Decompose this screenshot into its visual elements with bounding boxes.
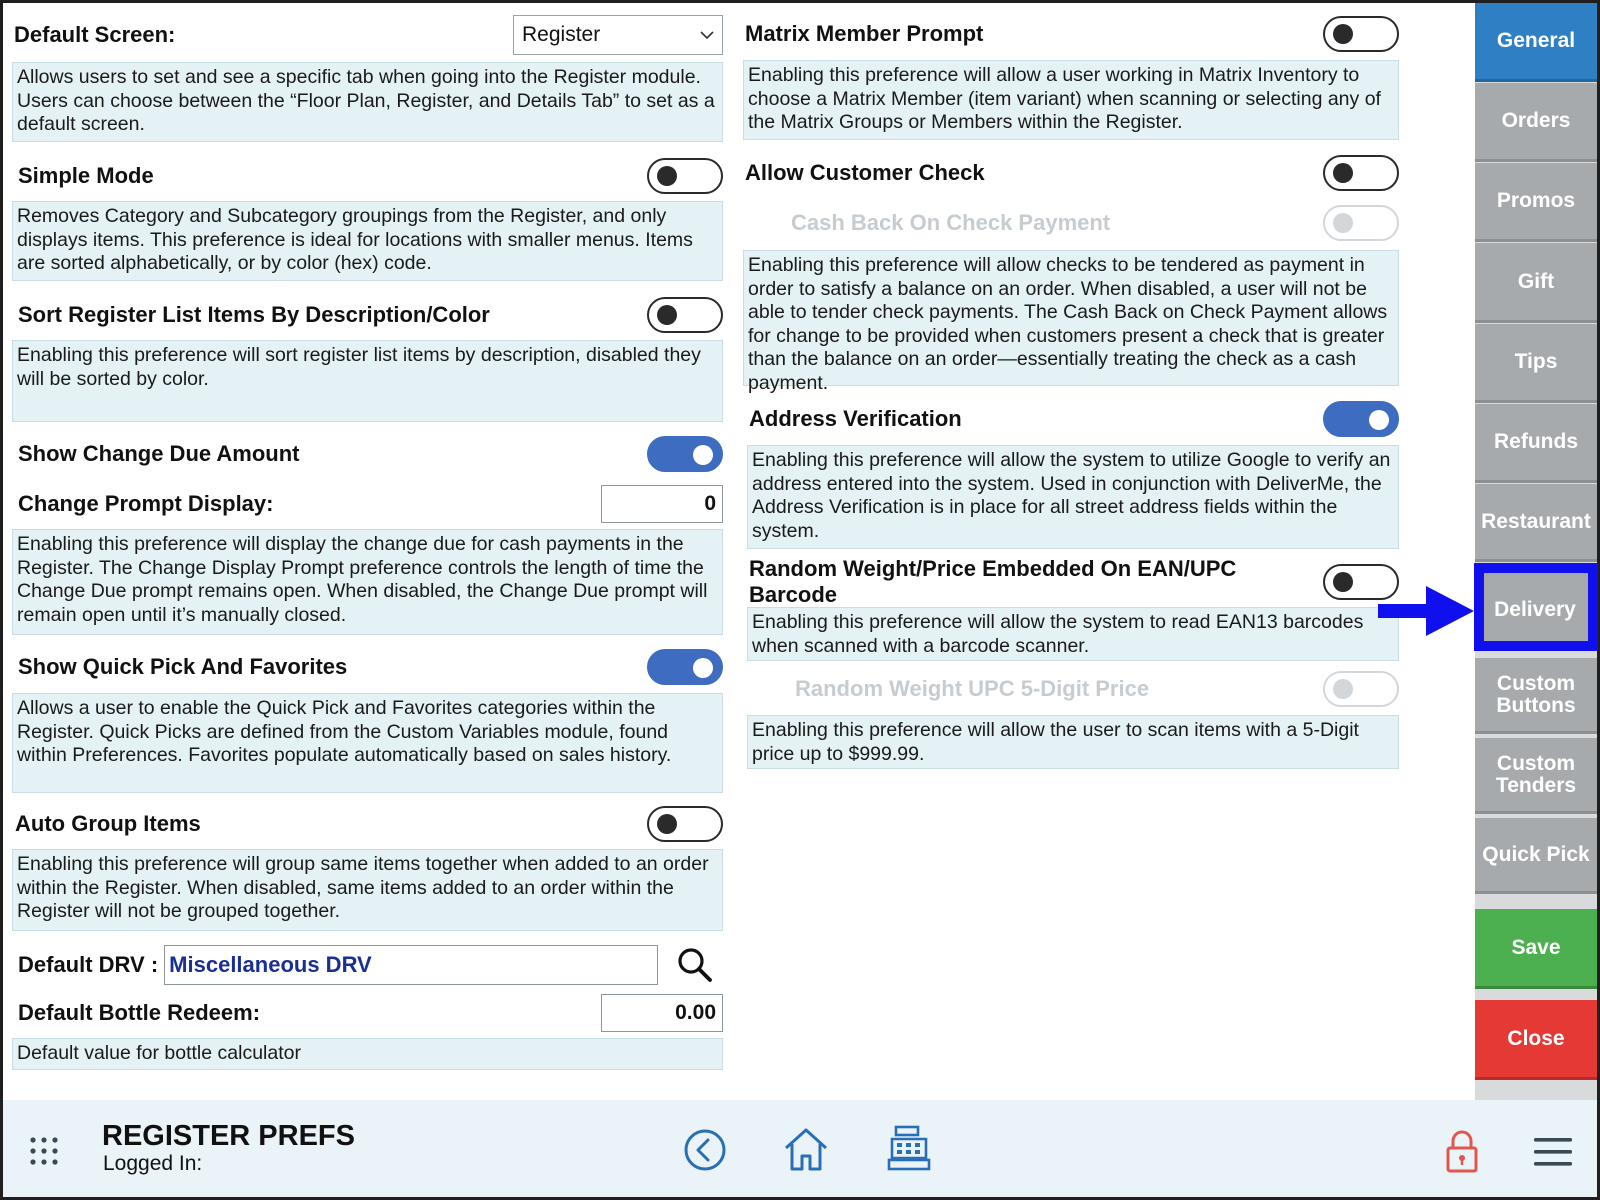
quick-pick-row [12,648,723,686]
address-toggle[interactable] [1323,401,1399,437]
preferences-content [3,3,1475,1100]
quick-pick-toggle[interactable] [647,649,723,685]
cash-back-toggle[interactable] [1323,205,1399,241]
upc5-desc: Enabling this preference will allow the user to scan items with a 5-Digit price up to $999.99. [747,715,1399,769]
sidebar-item-delivery[interactable]: Delivery [1479,573,1591,649]
logged-in-label: Logged In: [103,1152,203,1175]
back-icon[interactable] [683,1128,727,1172]
upc5-row [743,670,1433,708]
bottle-redeem-row [12,994,723,1032]
upc5-label: Random Weight UPC 5-Digit Price [795,676,1150,701]
toggle-knob [657,814,677,834]
random-weight-row [743,556,1433,607]
footer-bar [3,1100,1597,1197]
sidebar-item-restaurant[interactable]: Restaurant [1475,484,1597,562]
simple-mode-desc: Removes Category and Subcategory groupings from the Register, and only displays items. This preference is ideal for locations with smaller menus. Items are sorted alphabetically, or by color (hex) code. [12,201,723,281]
toggle-knob [1369,410,1389,430]
customer-check-toggle[interactable] [1323,155,1399,191]
random-weight-desc: Enabling this preference will allow the system to read EAN13 barcodes when scanned with a barcode scanner. [747,607,1399,661]
close-button[interactable]: Close [1475,1000,1597,1080]
default-drv-label: Default DRV : [18,952,159,977]
matrix-row [743,15,1433,53]
page-title: REGISTER PREFS [102,1120,355,1152]
home-icon[interactable] [782,1126,830,1172]
change-prompt-label: Change Prompt Display: [18,491,274,516]
lock-icon[interactable] [1445,1130,1479,1174]
sidebar-item-orders[interactable]: Orders [1475,83,1597,162]
bottle-redeem-desc: Default value for bottle calculator [12,1038,723,1070]
simple-mode-row [12,157,723,195]
toggle-knob [1333,163,1353,183]
save-button[interactable]: Save [1475,909,1597,989]
toggle-knob [657,166,677,186]
toggle-knob [657,305,677,325]
customer-check-row [743,154,1433,192]
show-change-due-label: Show Change Due Amount [18,441,300,466]
cash-back-row [743,204,1433,242]
toggle-knob [693,658,713,678]
sidebar-item-promos[interactable]: Promos [1475,163,1597,242]
sort-register-desc: Enabling this preference will sort register list items by description, disabled they will be sorted by color. [12,340,723,422]
sidebar-item-custom-tenders[interactable]: Custom Tenders [1475,738,1597,814]
default-screen-desc: Allows users to set and see a specific tab when going into the Register module. Users can choose between the “Floor Plan, Register, and Details Tab” to set as a default screen. [12,62,723,142]
matrix-toggle[interactable] [1323,16,1399,52]
app-grid-icon[interactable] [29,1136,59,1166]
change-prompt-row [12,485,723,523]
address-row [743,400,1433,438]
auto-group-row [12,805,723,843]
sidebar-item-general[interactable]: General [1475,3,1597,82]
bottle-redeem-input[interactable]: 0.00 [601,994,723,1032]
search-icon[interactable] [676,946,714,984]
auto-group-toggle[interactable] [647,806,723,842]
sort-register-toggle[interactable] [647,297,723,333]
sidebar-item-refunds[interactable]: Refunds [1475,404,1597,483]
simple-mode-label: Simple Mode [18,163,154,188]
toggle-knob [1333,679,1353,699]
pointer-arrow-icon [1378,584,1476,638]
default-screen-row [12,15,723,55]
bottle-redeem-label: Default Bottle Redeem: [18,1000,261,1025]
sort-register-label: Sort Register List Items By Description/Color [18,302,490,327]
auto-group-desc: Enabling this preference will group same items together when added to an order within the Register. When disabled, same items added to an order within the Register will not be grouped together. [12,849,723,931]
sidebar-item-gift[interactable]: Gift [1475,243,1597,323]
random-weight-label: Random Weight/Price Embedded On EAN/UPC Barcode [749,556,1237,607]
show-change-due-toggle[interactable] [647,436,723,472]
quick-pick-label: Show Quick Pick And Favorites [18,654,348,679]
default-screen-select[interactable] [513,15,723,55]
change-prompt-desc: Enabling this preference will display the change due for cash payments in the Register. The Change Display Prompt preference controls the length of time the Change Due prompt remains open. When disabled, the Change Due prompt will remain open until it’s manually closed. [12,529,723,635]
simple-mode-toggle[interactable] [647,158,723,194]
default-drv-row [12,944,723,986]
address-desc: Enabling this preference will allow the system to utilize Google to verify an address entered into the system. Used in conjunction with DeliverMe, the Address Verification is in place for all street address fields within the system. [747,445,1399,549]
default-drv-input[interactable]: Miscellaneous DRV [164,945,658,985]
quick-pick-desc: Allows a user to enable the Quick Pick and Favorites categories within the Register. Quick Picks are defined from the Custom Variables module, found within Preferences. Favorites populate automatically based on sales history. [12,693,723,793]
prefs-sidebar [1475,3,1597,1100]
auto-group-label: Auto Group Items [15,811,201,836]
default-screen-label: Default Screen: [14,22,176,47]
default-screen-value: Register [522,23,601,46]
sort-register-row [12,296,723,334]
chevron-down-icon [700,30,714,40]
cash-back-label: Cash Back On Check Payment [791,210,1111,235]
customer-check-label: Allow Customer Check [745,160,985,185]
sidebar-item-custom-buttons[interactable]: Custom Buttons [1475,658,1597,734]
register-icon[interactable] [886,1124,932,1172]
toggle-knob [1333,24,1353,44]
delivery-highlight-box [1474,563,1598,651]
upc5-toggle[interactable] [1323,671,1399,707]
sidebar-item-tips[interactable]: Tips [1475,324,1597,403]
sidebar-item-quick-pick[interactable]: Quick Pick [1475,818,1597,894]
toggle-knob [693,445,713,465]
toggle-knob [1333,572,1353,592]
menu-icon[interactable] [1534,1138,1572,1166]
address-label: Address Verification [749,406,962,431]
change-prompt-input[interactable]: 0 [601,485,723,523]
toggle-knob [1333,213,1353,233]
matrix-label: Matrix Member Prompt [745,21,984,46]
cash-back-desc: Enabling this preference will allow checks to be tendered as payment in order to satisfy a balance on an order. When disabled, a user will not be able to tender check payments. The Cash Back on Check Payment allows for change to be provided when customers present a check that is greater than the balance on an order—essentially treating the check as a cash payment. [743,250,1399,386]
matrix-desc: Enabling this preference will allow a user working in Matrix Inventory to choose a Matrix Member (item variant) when scanning or selecting any of the Matrix Groups or Members within the Register. [743,60,1399,140]
show-change-due-row [12,435,723,473]
